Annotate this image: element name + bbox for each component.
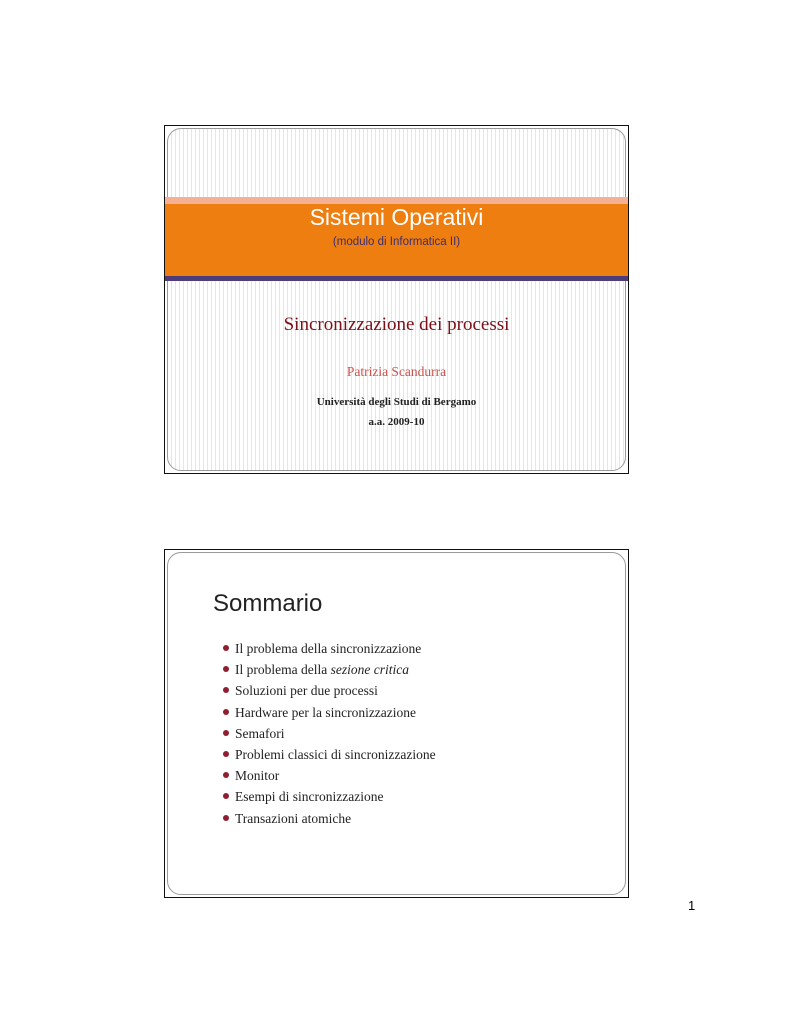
title-band-underline: [165, 276, 628, 281]
bullet-icon: [223, 730, 229, 736]
academic-year: a.a. 2009-10: [368, 416, 425, 428]
slide-title: Sommario: [213, 590, 323, 617]
summary-list: [223, 638, 436, 829]
summary-slide: [164, 549, 629, 898]
university-name: Università degli Studi di Bergamo: [316, 396, 477, 408]
bullet-icon: [223, 793, 229, 799]
course-title: Sistemi Operativi: [309, 204, 484, 230]
list-item: Hardware per la sincronizzazione: [223, 702, 436, 723]
bullet-icon: [223, 815, 229, 821]
bullet-icon: [223, 645, 229, 651]
lecture-topic: Sincronizzazione dei processi: [283, 314, 510, 335]
title-slide: [164, 125, 629, 474]
list-item: Monitor: [223, 765, 436, 786]
author-name: Patrizia Scandurra: [346, 364, 447, 379]
page-number: 1: [688, 898, 696, 913]
bullet-icon: [223, 772, 229, 778]
list-item: Il problema della sezione critica: [223, 659, 436, 680]
list-item: Problemi classici di sincronizzazione: [223, 744, 436, 765]
bullet-icon: [223, 687, 229, 693]
list-item: Semafori: [223, 723, 436, 744]
list-item: Il problema della sincronizzazione: [223, 638, 436, 659]
list-item: Soluzioni per due processi: [223, 680, 436, 701]
bullet-icon: [223, 751, 229, 757]
bullet-icon: [223, 666, 229, 672]
list-item: Transazioni atomiche: [223, 808, 436, 829]
list-item: Esempi di sincronizzazione: [223, 786, 436, 807]
course-subtitle: (modulo di Informatica II): [332, 236, 461, 248]
title-band-top-stripe: [165, 197, 628, 204]
bullet-icon: [223, 709, 229, 715]
